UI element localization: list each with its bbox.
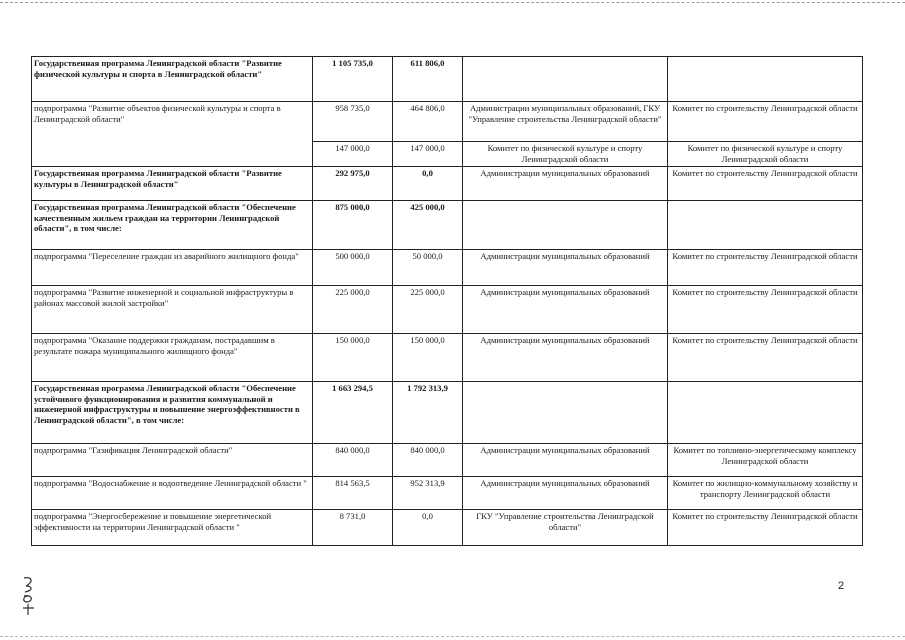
subprogram-name: подпрограмма "Развитие инженерной и социальной инфраструктуры в районах массовой жилой застройки" <box>32 286 313 334</box>
amount-cell: 500 000,0 <box>313 250 393 286</box>
table-row <box>32 102 863 142</box>
executor-cell: Администрации муниципальных образований <box>463 334 668 382</box>
executor-cell: Администрации муниципальных образований, ГКУ "Управление строительства Ленинградской области" <box>463 102 668 142</box>
executor-cell <box>463 201 668 250</box>
customer-cell: Комитет по строительству Ленинградской области <box>668 286 863 334</box>
table-row <box>32 334 863 382</box>
program-name: Государственная программа Ленинградской области "Развитие культуры в Ленинградской области" <box>32 167 313 201</box>
table-row <box>32 477 863 510</box>
amount-cell: 147 000,0 <box>313 142 393 167</box>
amount-cell: 1 792 313,9 <box>393 382 463 444</box>
executor-cell: ГКУ "Управление строительства Ленинградской области" <box>463 510 668 546</box>
amount-cell: 611 806,0 <box>393 57 463 102</box>
subprogram-name: подпрограмма "Энергосбережение и повышение энергетической эффективности на территории Ленинградской области " <box>32 510 313 546</box>
customer-cell: Комитет по жилищно-коммунальному хозяйству и транспорту Ленинградской области <box>668 477 863 510</box>
amount-cell: 8 731,0 <box>313 510 393 546</box>
customer-cell: Комитет по строительству Ленинградской области <box>668 510 863 546</box>
executor-cell <box>463 382 668 444</box>
subprogram-name: подпрограмма "Газификация Ленинградской области" <box>32 444 313 477</box>
subprogram-name: подпрограмма "Водоснабжение и водоотведение Ленинградской области " <box>32 477 313 510</box>
subprogram-name: подпрограмма "Переселение граждан из аварийного жилищного фонда" <box>32 250 313 286</box>
program-funding-table <box>31 56 863 546</box>
customer-cell <box>668 382 863 444</box>
scan-edge-bottom <box>0 636 905 638</box>
amount-cell: 840 000,0 <box>393 444 463 477</box>
handwritten-page-mark <box>18 574 40 618</box>
program-name: Государственная программа Ленинградской области "Обеспечение качественным жильем граждан на территории Ленинградской области", в том числе: <box>32 201 313 250</box>
executor-cell: Администрации муниципальных образований <box>463 250 668 286</box>
customer-cell <box>668 201 863 250</box>
amount-cell: 952 313,9 <box>393 477 463 510</box>
amount-cell: 0,0 <box>393 510 463 546</box>
table-row <box>32 250 863 286</box>
customer-cell <box>668 57 863 102</box>
subprogram-name: подпрограмма "Оказание поддержки гражданам, пострадавшим в результате пожара муниципального жилищного фонда" <box>32 334 313 382</box>
table-row <box>32 201 863 250</box>
program-name: Государственная программа Ленинградской области "Обеспечение устойчивого функционирования и развития коммунальной и инженерной инфраструктуры и повышение энергоэффективности в Ленинградской области", в том числе: <box>32 382 313 444</box>
customer-cell: Комитет по строительству Ленинградской области <box>668 102 863 142</box>
amount-cell: 147 000,0 <box>393 142 463 167</box>
customer-cell: Комитет по строительству Ленинградской области <box>668 250 863 286</box>
customer-cell: Комитет по топливно-энергетическому комплексу Ленинградской области <box>668 444 863 477</box>
program-name: Государственная программа Ленинградской области "Развитие физической культуры и спорта в Ленинградской области" <box>32 57 313 102</box>
subprogram-name: подпрограмма "Развитие объектов физической культуры и спорта в Ленинградской области" <box>32 102 313 167</box>
executor-cell: Администрации муниципальных образований <box>463 286 668 334</box>
amount-cell: 0,0 <box>393 167 463 201</box>
amount-cell: 875 000,0 <box>313 201 393 250</box>
customer-cell: Комитет по физической культуре и спорту Ленинградской области <box>668 142 863 167</box>
customer-cell: Комитет по строительству Ленинградской области <box>668 167 863 201</box>
table-row <box>32 382 863 444</box>
customer-cell: Комитет по строительству Ленинградской области <box>668 334 863 382</box>
amount-cell: 425 000,0 <box>393 201 463 250</box>
amount-cell: 464 806,0 <box>393 102 463 142</box>
amount-cell: 958 735,0 <box>313 102 393 142</box>
table-row <box>32 167 863 201</box>
executor-cell: Комитет по физической культуре и спорту Ленинградской области <box>463 142 668 167</box>
executor-cell: Администрации муниципальных образований <box>463 444 668 477</box>
table-row <box>32 510 863 546</box>
amount-cell: 814 563,5 <box>313 477 393 510</box>
amount-cell: 840 000,0 <box>313 444 393 477</box>
amount-cell: 150 000,0 <box>313 334 393 382</box>
amount-cell: 225 000,0 <box>393 286 463 334</box>
amount-cell: 50 000,0 <box>393 250 463 286</box>
amount-cell: 1 663 294,5 <box>313 382 393 444</box>
amount-cell: 150 000,0 <box>393 334 463 382</box>
amount-cell: 1 105 735,0 <box>313 57 393 102</box>
executor-cell: Администрации муниципальных образований <box>463 477 668 510</box>
scan-edge-top <box>0 2 905 4</box>
table-row <box>32 286 863 334</box>
amount-cell: 225 000,0 <box>313 286 393 334</box>
page-number: 2 <box>838 580 845 592</box>
executor-cell: Администрации муниципальных образований <box>463 167 668 201</box>
table-row <box>32 444 863 477</box>
table-row <box>32 57 863 102</box>
executor-cell <box>463 57 668 102</box>
amount-cell: 292 975,0 <box>313 167 393 201</box>
